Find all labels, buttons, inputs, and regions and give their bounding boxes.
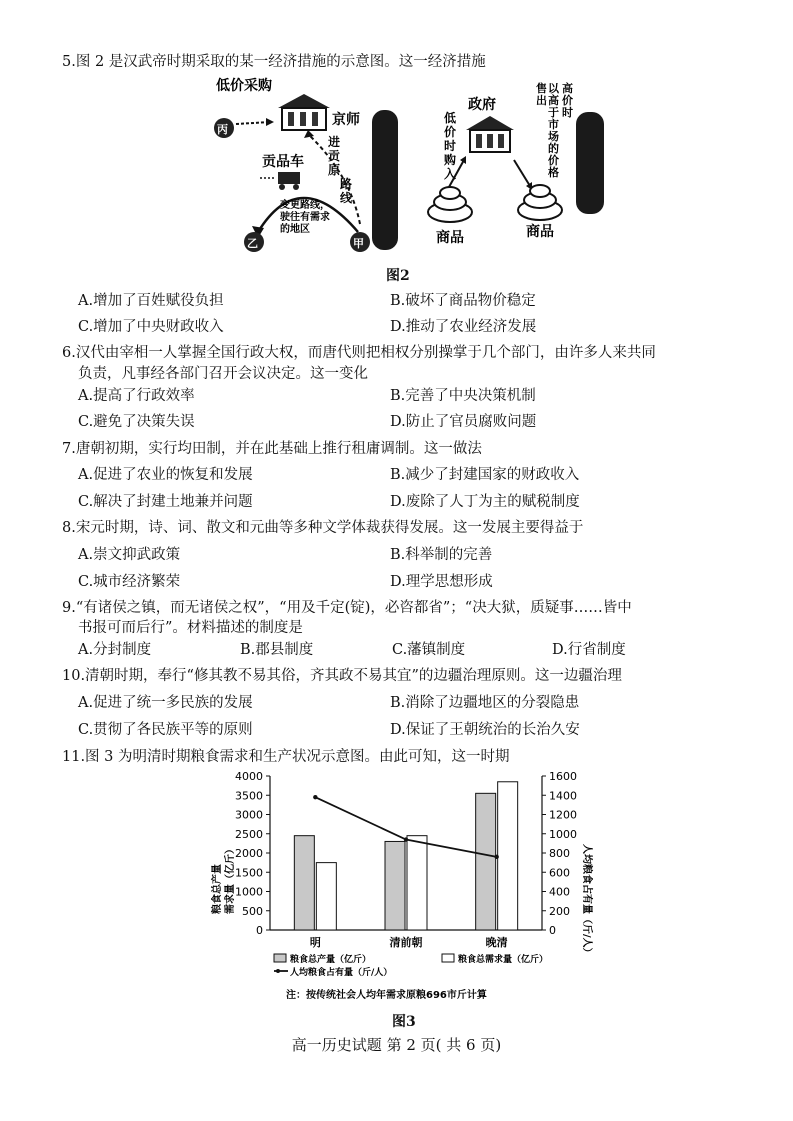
label-original-route: 进贡原路线 [328,135,353,205]
legend-swatch-demand [442,954,454,962]
y-tick-label-5: 2500 [235,827,263,841]
q6-stem-line2: 负责，凡事经各部门召开会议决定。这一变化 [78,366,368,382]
y2-axis-label: 人均粮食占有量（斤/人） [581,844,592,958]
q5-stem: 5.图 2 是汉武帝时期采取的某一经济措施的示意图。这一经济措施 [62,54,486,70]
legend [274,953,548,978]
legend-swatch-production [274,954,286,962]
legend-demand: 粮食总需求量（亿斤） [458,955,549,965]
label-changed-route: 变更路线， 驶往有需求 的地区 [280,200,330,235]
q6-option-a[interactable]: A.提高了行政效率 [78,388,195,404]
divider-bar-right [576,112,604,214]
point-per-capita-2 [494,855,498,859]
goods-pile-icon-2 [518,185,562,220]
divider-bar-left [372,110,398,250]
label-yi: 乙 [247,237,258,250]
y2-tick-label-7: 1400 [549,789,577,803]
y-tick-label-4: 2000 [235,847,263,860]
y-tick-label-1: 500 [242,904,263,918]
bar-demand-1 [407,836,427,930]
y2-tick-label-4: 800 [549,847,570,860]
bar-demand-0 [316,863,336,930]
q10-option-d[interactable]: D.保证了王朝统治的长治久安 [390,722,580,738]
label-goods-2: 商品 [526,224,554,240]
y-tick-label-8: 4000 [235,770,263,783]
q11-stem: 11.图 3 为明清时期粮食需求和生产状况示意图。由此可知，这一时期 [62,749,510,765]
y-tick-label-6: 3000 [235,808,263,822]
legend-per-capita: 人均粮食占有量（斤/人） [290,968,393,978]
q5-option-d[interactable]: D.推动了农业经济发展 [390,319,537,335]
q7-option-b[interactable]: B.减少了封建国家的财政收入 [390,467,580,483]
y2-tick-label-8: 1600 [549,770,577,783]
q10-option-b[interactable]: B.消除了边疆地区的分裂隐患 [390,695,580,711]
q5-option-b[interactable]: B.破坏了商品物价稳定 [390,293,536,309]
label-sell-high: 售出 以高于市场的价格 高价时 [536,82,573,179]
y-tick-label-3: 1500 [235,866,263,880]
y2-tick-label-2: 400 [549,885,570,899]
tribute-cart-icon [260,172,300,190]
capital-building-icon [278,94,330,130]
y-tick-label-0: 0 [256,924,263,937]
q9-option-b[interactable]: B.郡县制度 [240,642,314,658]
q5-option-c[interactable]: C.增加了中央财政收入 [78,319,224,335]
label-tribute-cart: 贡品车 [262,154,304,170]
q9-stem-line1: 9.“有诸侯之镇，而无诸侯之权”，“用及千定(锭)，必咨都省”；“决大狱，质疑事……皆中 [62,600,632,616]
line-per-capita [315,797,496,857]
q10-stem: 10.清朝时期，奉行“修其教不易其俗，齐其政不易其宜”的边疆治理原则。这一边疆治理 [62,668,622,684]
q6-stem-line1: 6.汉代由宰相一人掌握全国行政大权，而唐代则把相权分别操掌于几个部门，由许多人来共同 [62,345,656,361]
q7-option-c[interactable]: C.解决了封建土地兼并问题 [78,494,253,510]
q6-option-d[interactable]: D.防止了官员腐败问题 [390,414,537,430]
label-capital: 京师 [332,112,360,128]
chart-note: 注：按传统社会人均年需求原粮696市斤计算 [286,990,487,1001]
q8-option-b[interactable]: B.科举制的完善 [390,547,493,563]
y-tick-label-2: 1000 [235,885,263,899]
q8-option-c[interactable]: C.城市经济繁荣 [78,574,181,590]
q5-option-a[interactable]: A.增加了百姓赋役负担 [78,293,224,309]
point-per-capita-1 [404,837,408,841]
y-tick-label-7: 3500 [235,789,263,803]
x-tick-label-2: 晚清 [485,936,508,949]
bar-production-2 [476,793,496,930]
bar-production-0 [294,836,314,930]
bar-production-1 [385,841,405,930]
figure-3-chart [200,766,600,1006]
q8-stem: 8.宋元时期，诗、词、散文和元曲等多种文学体裁获得发展。这一发展主要得益于 [62,520,584,536]
y2-tick-label-6: 1200 [549,808,577,822]
q9-option-a[interactable]: A.分封制度 [78,642,152,658]
q8-option-a[interactable]: A.崇文抑武政策 [78,547,181,563]
q10-option-a[interactable]: A.促进了统一多民族的发展 [78,695,253,711]
q8-option-d[interactable]: D.理学思想形成 [390,574,493,590]
q9-option-d[interactable]: D.行省制度 [552,642,626,658]
legend-production: 粮食总产量（亿斤） [290,955,372,965]
y-axis-label: 粮食总产量 需求量（亿斤） [212,844,236,914]
q9-option-c[interactable]: C.藩镇制度 [392,642,466,658]
x-tick-label-1: 清前朝 [389,936,423,949]
y2-tick-label-1: 200 [549,904,570,918]
label-buy-low: 低价时购入 [444,111,457,181]
q10-option-c[interactable]: C.贯彻了各民族平等的原则 [78,722,253,738]
bar-demand-2 [498,782,518,930]
goods-pile-icon-1 [428,187,472,222]
q7-option-d[interactable]: D.废除了人丁为主的赋税制度 [390,494,580,510]
q7-option-a[interactable]: A.促进了农业的恢复和发展 [78,467,253,483]
government-building-icon [466,116,514,152]
label-low-price-buy: 低价采购 [216,78,272,94]
label-bing: 丙 [217,123,228,136]
q6-option-b[interactable]: B.完善了中央决策机制 [390,388,536,404]
label-goods-1: 商品 [436,230,464,246]
q7-stem: 7.唐朝初期，实行均田制，并在此基础上推行租庸调制。这一做法 [62,441,482,457]
x-tick-label-0: 明 [309,936,321,949]
page-footer: 高一历史试题 第 2 页( 共 6 页) [291,1036,502,1054]
y2-tick-label-3: 600 [549,866,570,880]
q9-stem-line2: 书报可而后行”。材料描述的制度是 [78,620,303,636]
figure-3-caption: 图3 [392,1014,416,1030]
y2-tick-label-0: 0 [549,924,556,937]
figure-2-caption: 图2 [386,268,410,284]
label-government: 政府 [468,97,496,113]
y2-tick-label-5: 1000 [549,827,577,841]
label-jia: 甲 [353,237,364,250]
point-per-capita-0 [313,795,317,799]
q6-option-c[interactable]: C.避免了决策失误 [78,414,195,430]
figure-2-diagram [200,74,610,259]
